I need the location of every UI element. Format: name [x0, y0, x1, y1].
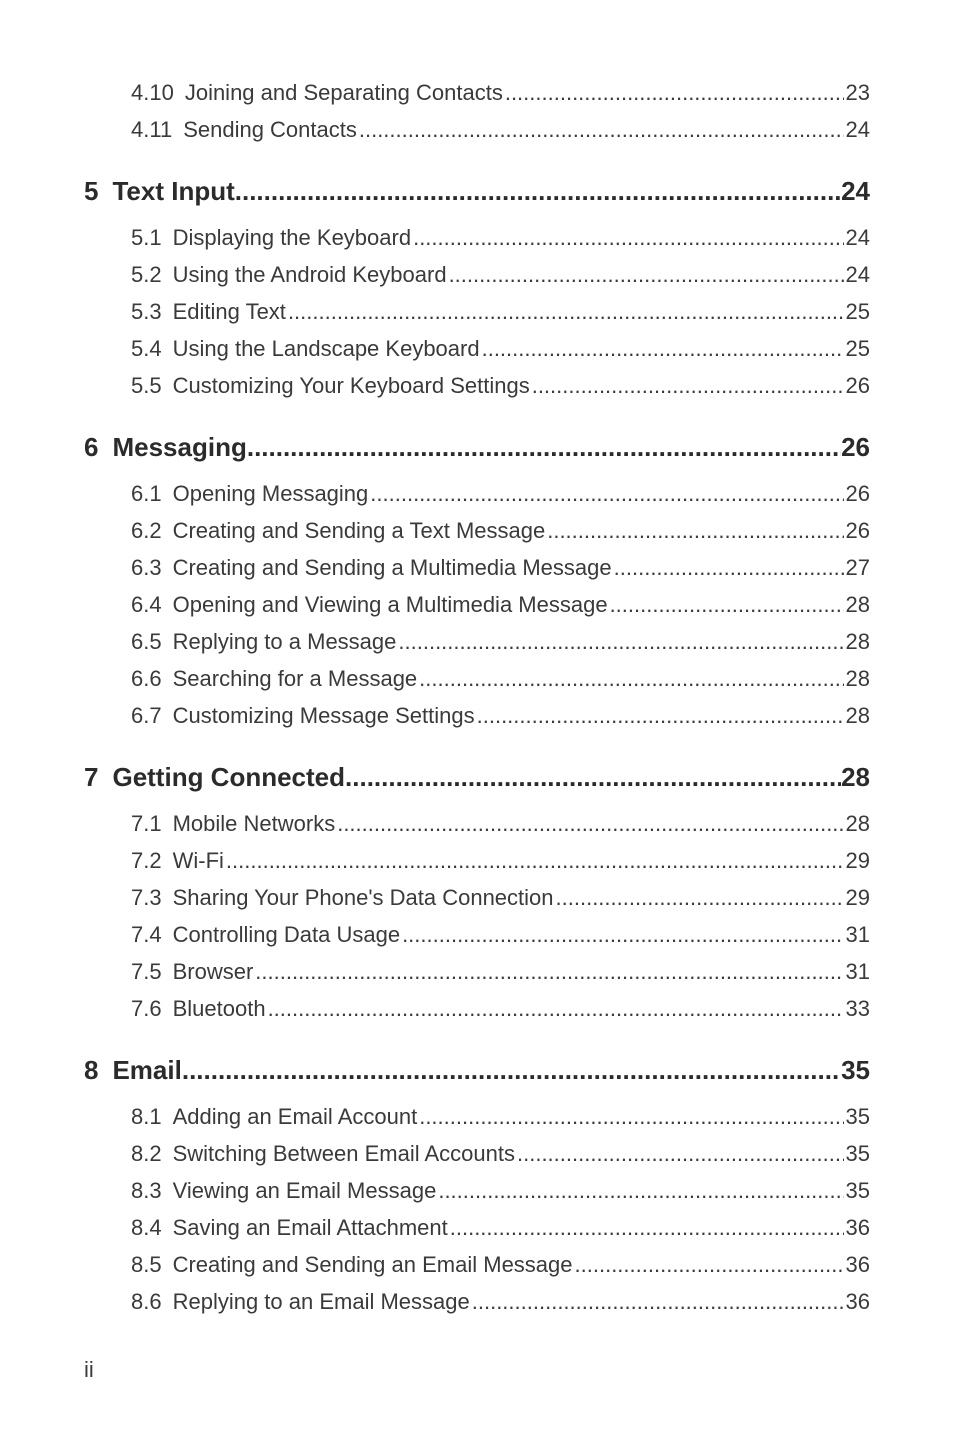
toc-entry-page: 24: [845, 117, 870, 142]
toc-section-entry[interactable]: [84, 1213, 870, 1243]
toc-entry-number: 6.4: [131, 592, 162, 617]
toc-section-entry[interactable]: [84, 1250, 870, 1280]
dot-leader: [614, 553, 844, 583]
toc-entry-title: Text Input: [112, 176, 235, 206]
dot-leader: [182, 1052, 841, 1088]
toc-section-entry[interactable]: [84, 701, 870, 731]
toc-entry-title: Sending Contacts: [183, 117, 357, 142]
toc-entry-page: 26: [841, 432, 870, 462]
toc-entry-title: Email: [112, 1055, 182, 1085]
toc-entry-title: Using the Android Keyboard: [172, 262, 447, 287]
toc-entry-page: 24: [845, 225, 870, 250]
toc-entry-title: Editing Text: [172, 299, 286, 324]
dot-leader: [402, 920, 843, 950]
toc-entry-title: Replying to an Email Message: [172, 1289, 470, 1314]
toc-section-entry[interactable]: [84, 260, 870, 290]
toc-section-entry[interactable]: [84, 115, 870, 145]
toc-entry-title: Controlling Data Usage: [172, 922, 401, 947]
toc-entry-page: 35: [841, 1055, 870, 1085]
toc-entry-page: 26: [845, 373, 870, 398]
toc-section-entry[interactable]: [84, 1102, 870, 1132]
toc-section-entry[interactable]: [84, 590, 870, 620]
toc-entry-page: 35: [845, 1104, 870, 1129]
toc-entry-page: 28: [845, 592, 870, 617]
dot-leader: [226, 846, 844, 876]
dot-leader: [517, 1139, 844, 1169]
toc-entry-number: 7.6: [131, 996, 162, 1021]
toc-entry-page: 31: [845, 959, 870, 984]
toc-entry-number: 6.3: [131, 555, 162, 580]
toc-entry-number: 8.1: [131, 1104, 162, 1129]
toc-entry-title: Mobile Networks: [172, 811, 336, 836]
dot-leader: [235, 173, 841, 209]
dot-leader: [477, 701, 844, 731]
toc-entry-title: Displaying the Keyboard: [172, 225, 412, 250]
toc-entry-number: 4.10: [131, 80, 174, 105]
toc-entry-page: 25: [845, 299, 870, 324]
dot-leader: [505, 78, 844, 108]
toc-entry-title: Opening Messaging: [172, 481, 369, 506]
toc-entry-page: 36: [845, 1215, 870, 1240]
dot-leader: [547, 516, 843, 546]
toc-chapter-entry[interactable]: [84, 1052, 870, 1088]
toc-entry-number: 5.4: [131, 336, 162, 361]
toc-entry-number: 5.2: [131, 262, 162, 287]
toc-entry-title: Creating and Sending a Text Message: [172, 518, 546, 543]
toc-entry-number: 5.3: [131, 299, 162, 324]
dot-leader: [419, 664, 843, 694]
dot-leader: [413, 223, 843, 253]
dot-leader: [419, 1102, 843, 1132]
toc-entry-number: 8.3: [131, 1178, 162, 1203]
dot-leader: [450, 1213, 844, 1243]
toc-entry-page: 36: [845, 1252, 870, 1277]
toc-entry-number: 5.1: [131, 225, 162, 250]
toc-entry-number: 8.6: [131, 1289, 162, 1314]
toc-entry-page: 35: [845, 1178, 870, 1203]
toc-section-entry[interactable]: [84, 957, 870, 987]
dot-leader: [532, 371, 844, 401]
toc-entry-number: 8: [84, 1055, 99, 1085]
toc-section-entry[interactable]: [84, 809, 870, 839]
dot-leader: [247, 429, 841, 465]
dot-leader: [268, 994, 844, 1024]
toc-entry-page: 26: [845, 518, 870, 543]
toc-entry-number: 7.4: [131, 922, 162, 947]
toc-entry-number: 8.2: [131, 1141, 162, 1166]
toc-entry-page: 29: [845, 848, 870, 873]
toc-chapter-entry[interactable]: [84, 759, 870, 795]
toc-entry-title: Viewing an Email Message: [172, 1178, 437, 1203]
dot-leader: [370, 479, 843, 509]
toc-section-entry[interactable]: [84, 223, 870, 253]
toc-entry-number: 8.4: [131, 1215, 162, 1240]
dot-leader: [337, 809, 843, 839]
dot-leader: [438, 1176, 843, 1206]
toc-entry-title: Wi-Fi: [172, 848, 224, 873]
toc-section-entry[interactable]: [84, 371, 870, 401]
dot-leader: [398, 627, 843, 657]
toc-section-entry[interactable]: [84, 479, 870, 509]
toc-entry-page: 28: [845, 703, 870, 728]
toc-entry-title: Opening and Viewing a Multimedia Message: [172, 592, 608, 617]
toc-entry-title: Joining and Separating Contacts: [184, 80, 503, 105]
toc-entry-title: Customizing Your Keyboard Settings: [172, 373, 530, 398]
toc-entry-page: 29: [845, 885, 870, 910]
toc-entry-number: 4.11: [131, 117, 173, 142]
toc-section-entry[interactable]: [84, 78, 870, 108]
toc-entry-title: Browser: [172, 959, 254, 984]
toc-section-entry[interactable]: [84, 883, 870, 913]
toc-entry-number: 7.1: [131, 811, 162, 836]
toc-entry-title: Messaging: [112, 432, 247, 462]
toc-entry-number: 8.5: [131, 1252, 162, 1277]
dot-leader: [610, 590, 844, 620]
page-number: ii: [84, 1357, 94, 1382]
dot-leader: [359, 115, 844, 145]
toc-entry-page: 33: [845, 996, 870, 1021]
toc-entry-title: Saving an Email Attachment: [172, 1215, 448, 1240]
toc-entry-number: 7.2: [131, 848, 162, 873]
toc-section-entry[interactable]: [84, 994, 870, 1024]
toc-section-entry[interactable]: [84, 1287, 870, 1317]
toc-entry-number: 5.5: [131, 373, 162, 398]
toc-entry-page: 27: [845, 555, 870, 580]
toc-entry-page: 36: [845, 1289, 870, 1314]
dot-leader: [472, 1287, 844, 1317]
toc-entry-number: 5: [84, 176, 99, 206]
toc-section-entry[interactable]: [84, 846, 870, 876]
toc-entry-number: 6.2: [131, 518, 162, 543]
toc-entry-title: Bluetooth: [172, 996, 266, 1021]
dot-leader: [556, 883, 844, 913]
toc-entry-number: 7.3: [131, 885, 162, 910]
toc-entry-page: 23: [845, 80, 870, 105]
toc-section-entry[interactable]: [84, 1139, 870, 1169]
toc-section-entry[interactable]: [84, 920, 870, 950]
toc-entry-number: 6.6: [131, 666, 162, 691]
toc-section-entry[interactable]: [84, 627, 870, 657]
toc-entry-page: 24: [845, 262, 870, 287]
toc-section-entry[interactable]: [84, 664, 870, 694]
toc-entry-number: 7: [84, 762, 99, 792]
toc-entry-page: 35: [845, 1141, 870, 1166]
toc-entry-page: 26: [845, 481, 870, 506]
toc-entry-page: 28: [845, 666, 870, 691]
dot-leader: [255, 957, 843, 987]
toc-entry-page: 25: [845, 336, 870, 361]
toc-section-entry[interactable]: [84, 553, 870, 583]
toc-chapter-entry[interactable]: [84, 429, 870, 465]
toc-entry-title: Switching Between Email Accounts: [172, 1141, 515, 1166]
toc-entry-title: Getting Connected: [112, 762, 346, 792]
dot-leader: [482, 334, 844, 364]
toc-entry-title: Customizing Message Settings: [172, 703, 475, 728]
toc-section-entry[interactable]: [84, 516, 870, 546]
toc-entry-title: Replying to a Message: [172, 629, 397, 654]
dot-leader: [288, 297, 844, 327]
toc-entry-title: Searching for a Message: [172, 666, 418, 691]
toc-entry-title: Sharing Your Phone's Data Connection: [172, 885, 554, 910]
toc-entry-page: 28: [845, 811, 870, 836]
toc-entry-title: Creating and Sending a Multimedia Message: [172, 555, 612, 580]
toc-entry-page: 24: [841, 176, 870, 206]
toc-entry-title: Using the Landscape Keyboard: [172, 336, 480, 361]
toc-entry-title: Adding an Email Account: [172, 1104, 418, 1129]
toc-entry-number: 7.5: [131, 959, 162, 984]
toc-section-entry[interactable]: [84, 1176, 870, 1206]
toc-entry-number: 6.7: [131, 703, 162, 728]
dot-leader: [575, 1250, 844, 1280]
toc-entry-page: 31: [845, 922, 870, 947]
toc-entry-number: 6: [84, 432, 99, 462]
toc-entry-page: 28: [841, 762, 870, 792]
dot-leader: [449, 260, 844, 290]
toc-section-entry[interactable]: [84, 334, 870, 364]
toc-entry-number: 6.5: [131, 629, 162, 654]
toc-section-entry[interactable]: [84, 297, 870, 327]
toc-chapter-entry[interactable]: [84, 173, 870, 209]
toc-entry-page: 28: [845, 629, 870, 654]
dot-leader: [345, 759, 841, 795]
toc-entry-title: Creating and Sending an Email Message: [172, 1252, 573, 1277]
toc-entry-number: 6.1: [131, 481, 162, 506]
